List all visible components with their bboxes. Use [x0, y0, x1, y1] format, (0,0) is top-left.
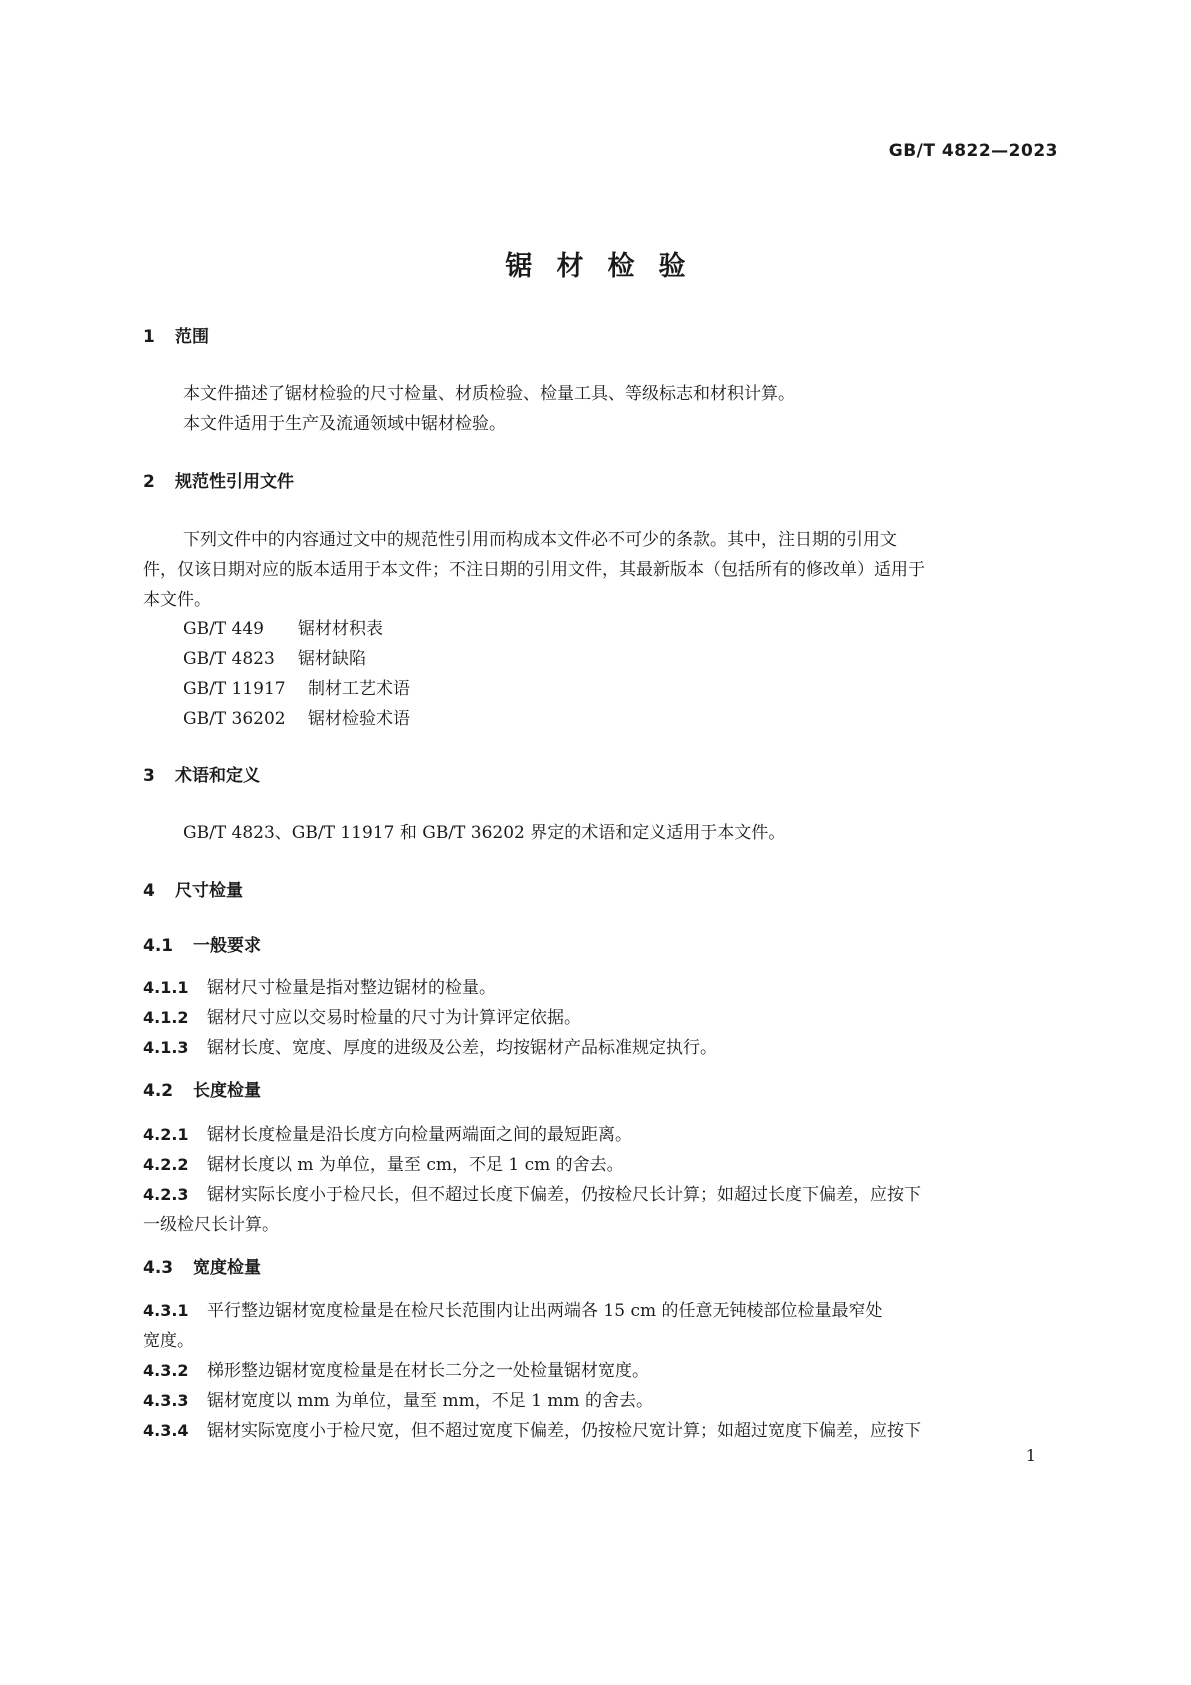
section-3-heading — [143, 761, 260, 786]
subsection-number: 4.2 — [143, 1081, 174, 1101]
section-number: 2 — [143, 472, 155, 492]
paragraph: GB/T 4823、GB/T 11917 和 GB/T 36202 界定的术语和定义适用于本文件。 — [183, 823, 786, 843]
reference-item — [183, 644, 366, 669]
clause — [143, 1386, 653, 1411]
clause-text: 锯材长度、宽度、厚度的进级及公差，均按锯材产品标准规定执行。 — [207, 1038, 717, 1058]
subsection-number: 4.1 — [143, 936, 174, 956]
reference-title: 锯材缺陷 — [298, 649, 366, 669]
section-number: 1 — [143, 327, 155, 347]
reference-title: 制材工艺术语 — [308, 679, 410, 699]
clause — [143, 1356, 649, 1381]
clause — [143, 1033, 717, 1058]
clause-number: 4.1.1 — [143, 978, 189, 997]
paragraph: 本文件适用于生产及流通领域中锯材检验。 — [183, 414, 506, 434]
reference-code: GB/T 4823 — [183, 649, 275, 669]
section-title: 术语和定义 — [175, 766, 260, 786]
subsection-number: 4.3 — [143, 1258, 174, 1278]
reference-item — [183, 614, 383, 639]
clause-text: 锯材尺寸检量是指对整边锯材的检量。 — [207, 978, 496, 998]
section-1-heading — [143, 322, 209, 347]
clause-text: 平行整边锯材宽度检量是在检尺长范围内让出两端各 15 cm 的任意无钝棱部位检量最窄处 — [207, 1301, 883, 1321]
paragraph: 下列文件中的内容通过文中的规范性引用而构成本文件必不可少的条款。其中，注日期的引用文 — [183, 530, 897, 550]
clause-number: 4.1.2 — [143, 1008, 189, 1027]
section-2-heading — [143, 467, 294, 492]
section-number: 4 — [143, 881, 155, 901]
clause-text: 梯形整边锯材宽度检量是在材长二分之一处检量锯材宽度。 — [207, 1361, 649, 1381]
clause-text: 锯材长度检量是沿长度方向检量两端面之间的最短距离。 — [207, 1125, 632, 1145]
clause-continuation: 一级检尺长计算。 — [143, 1215, 279, 1235]
paragraph-continuation: 件，仅该日期对应的版本适用于本文件；不注日期的引用文件，其最新版本（包括所有的修改单）适用于 — [143, 560, 925, 580]
clause-number: 4.2.1 — [143, 1125, 189, 1144]
clause — [143, 1150, 624, 1175]
subsection-4-1-heading — [143, 931, 261, 956]
clause-number: 4.1.3 — [143, 1038, 189, 1057]
clause-text: 锯材宽度以 mm 为单位，量至 mm，不足 1 mm 的舍去。 — [207, 1391, 653, 1411]
clause-text: 锯材长度以 m 为单位，量至 cm，不足 1 cm 的舍去。 — [207, 1155, 624, 1175]
clause — [143, 1180, 921, 1205]
clause-continuation: 宽度。 — [143, 1331, 194, 1351]
paragraph-continuation: 本文件。 — [143, 590, 211, 610]
reference-item — [183, 674, 410, 699]
subsection-title: 长度检量 — [193, 1081, 261, 1101]
clause-text: 锯材实际长度小于检尺长，但不超过长度下偏差，仍按检尺长计算；如超过长度下偏差，应按下 — [207, 1185, 921, 1205]
reference-code: GB/T 11917 — [183, 679, 286, 699]
section-4-heading — [143, 876, 243, 901]
reference-title: 锯材检验术语 — [308, 709, 410, 729]
clause — [143, 973, 496, 998]
section-title: 规范性引用文件 — [175, 472, 294, 492]
clause-text: 锯材实际宽度小于检尺宽，但不超过宽度下偏差，仍按检尺宽计算；如超过宽度下偏差，应按下 — [207, 1421, 921, 1441]
clause — [143, 1416, 921, 1441]
subsection-title: 一般要求 — [193, 936, 261, 956]
clause-number: 4.3.1 — [143, 1301, 189, 1320]
clause — [143, 1120, 632, 1145]
reference-item — [183, 704, 410, 729]
standard-number: GB/T 4822—2023 — [888, 141, 1058, 161]
subsection-4-3-heading — [143, 1253, 261, 1278]
clause-number: 4.3.4 — [143, 1421, 189, 1440]
clause-number: 4.3.3 — [143, 1391, 189, 1410]
clause — [143, 1296, 882, 1321]
reference-code: GB/T 36202 — [183, 709, 286, 729]
clause-text: 锯材尺寸应以交易时检量的尺寸为计算评定依据。 — [207, 1008, 581, 1028]
clause-number: 4.2.2 — [143, 1155, 189, 1174]
clause-number: 4.2.3 — [143, 1185, 189, 1204]
paragraph: 本文件描述了锯材检验的尺寸检量、材质检验、检量工具、等级标志和材积计算。 — [183, 384, 795, 404]
section-number: 3 — [143, 766, 155, 786]
clause — [143, 1003, 581, 1028]
reference-title: 锯材材积表 — [298, 619, 383, 639]
page-number: 1 — [1025, 1446, 1036, 1465]
subsection-title: 宽度检量 — [193, 1258, 261, 1278]
reference-code: GB/T 449 — [183, 619, 264, 639]
clause-number: 4.3.2 — [143, 1361, 189, 1380]
section-title: 尺寸检量 — [175, 881, 243, 901]
document-title: 锯材检验 — [505, 251, 710, 282]
section-title: 范围 — [175, 327, 209, 347]
subsection-4-2-heading — [143, 1076, 261, 1101]
